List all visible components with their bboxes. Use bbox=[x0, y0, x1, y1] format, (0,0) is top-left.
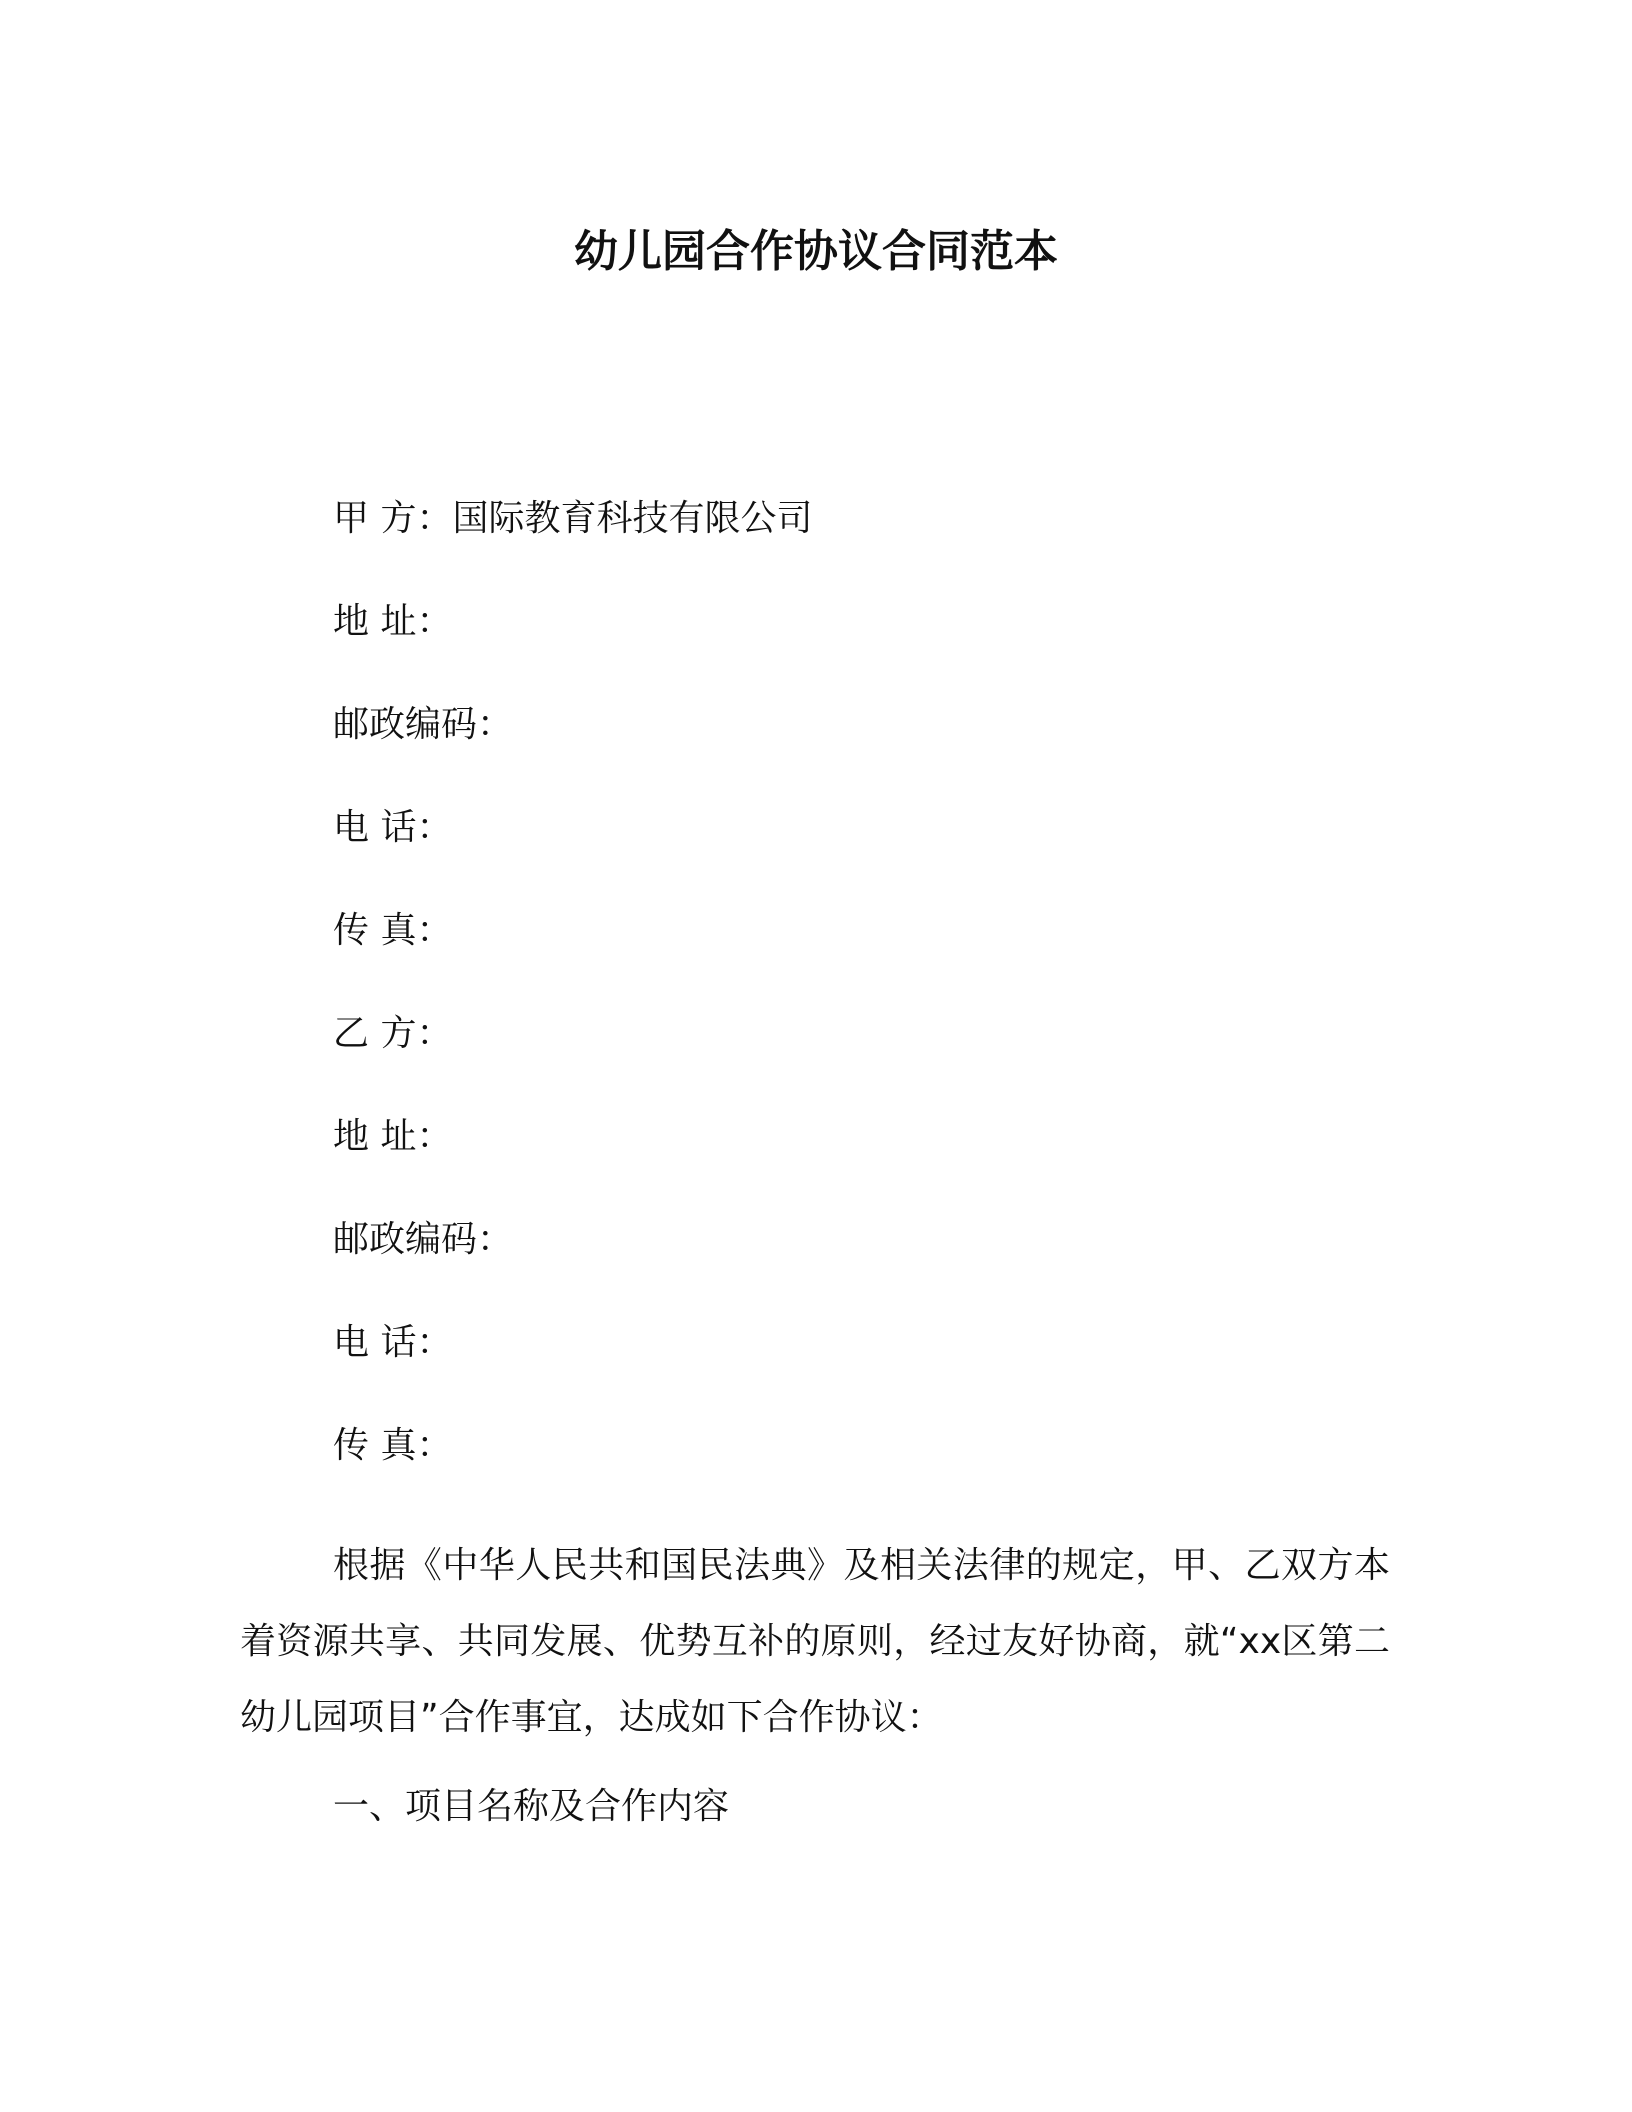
party-b-address-line bbox=[333, 1112, 452, 1162]
party-a-phone-line bbox=[333, 803, 452, 853]
intro-paragraph: 根据《中华人民共和国民法典》及相关法律的规定，甲、乙双方本着资源共享、共同发展、优势互补的原则，经过友好协商，就“xx区第二幼儿园项目”合作事宜，达成如下合作协议： bbox=[240, 1545, 1390, 1738]
party-a-postcode-line bbox=[333, 700, 513, 750]
party-a-phone-label: 电 话： bbox=[333, 807, 453, 848]
party-b-fax-line bbox=[333, 1421, 452, 1471]
party-b-postcode-label: 邮政编码： bbox=[333, 1219, 514, 1260]
party-b-line bbox=[333, 1009, 452, 1059]
party-a-postcode-label: 邮政编码： bbox=[333, 704, 514, 745]
party-a-address-line bbox=[333, 597, 452, 647]
party-a-address-label: 地 址： bbox=[333, 601, 453, 642]
party-b-postcode-line bbox=[333, 1215, 513, 1265]
party-a-label: 甲 方： bbox=[333, 498, 453, 539]
party-b-address-label: 地 址： bbox=[333, 1116, 453, 1157]
party-b-label: 乙 方： bbox=[333, 1013, 453, 1054]
party-a-fax-label: 传 真： bbox=[333, 910, 453, 951]
party-b-phone-label: 电 话： bbox=[333, 1322, 453, 1363]
party-b-phone-line bbox=[333, 1318, 452, 1368]
party-a-name: 国际教育科技有限公司 bbox=[452, 498, 813, 539]
party-b-fax-label: 传 真： bbox=[333, 1425, 453, 1466]
party-a-line bbox=[333, 494, 812, 544]
party-a-fax-line bbox=[333, 906, 452, 956]
section-1-heading: 一、项目名称及合作内容 bbox=[333, 1786, 730, 1827]
document-title: 幼儿园合作协议合同范本 bbox=[574, 226, 1058, 277]
